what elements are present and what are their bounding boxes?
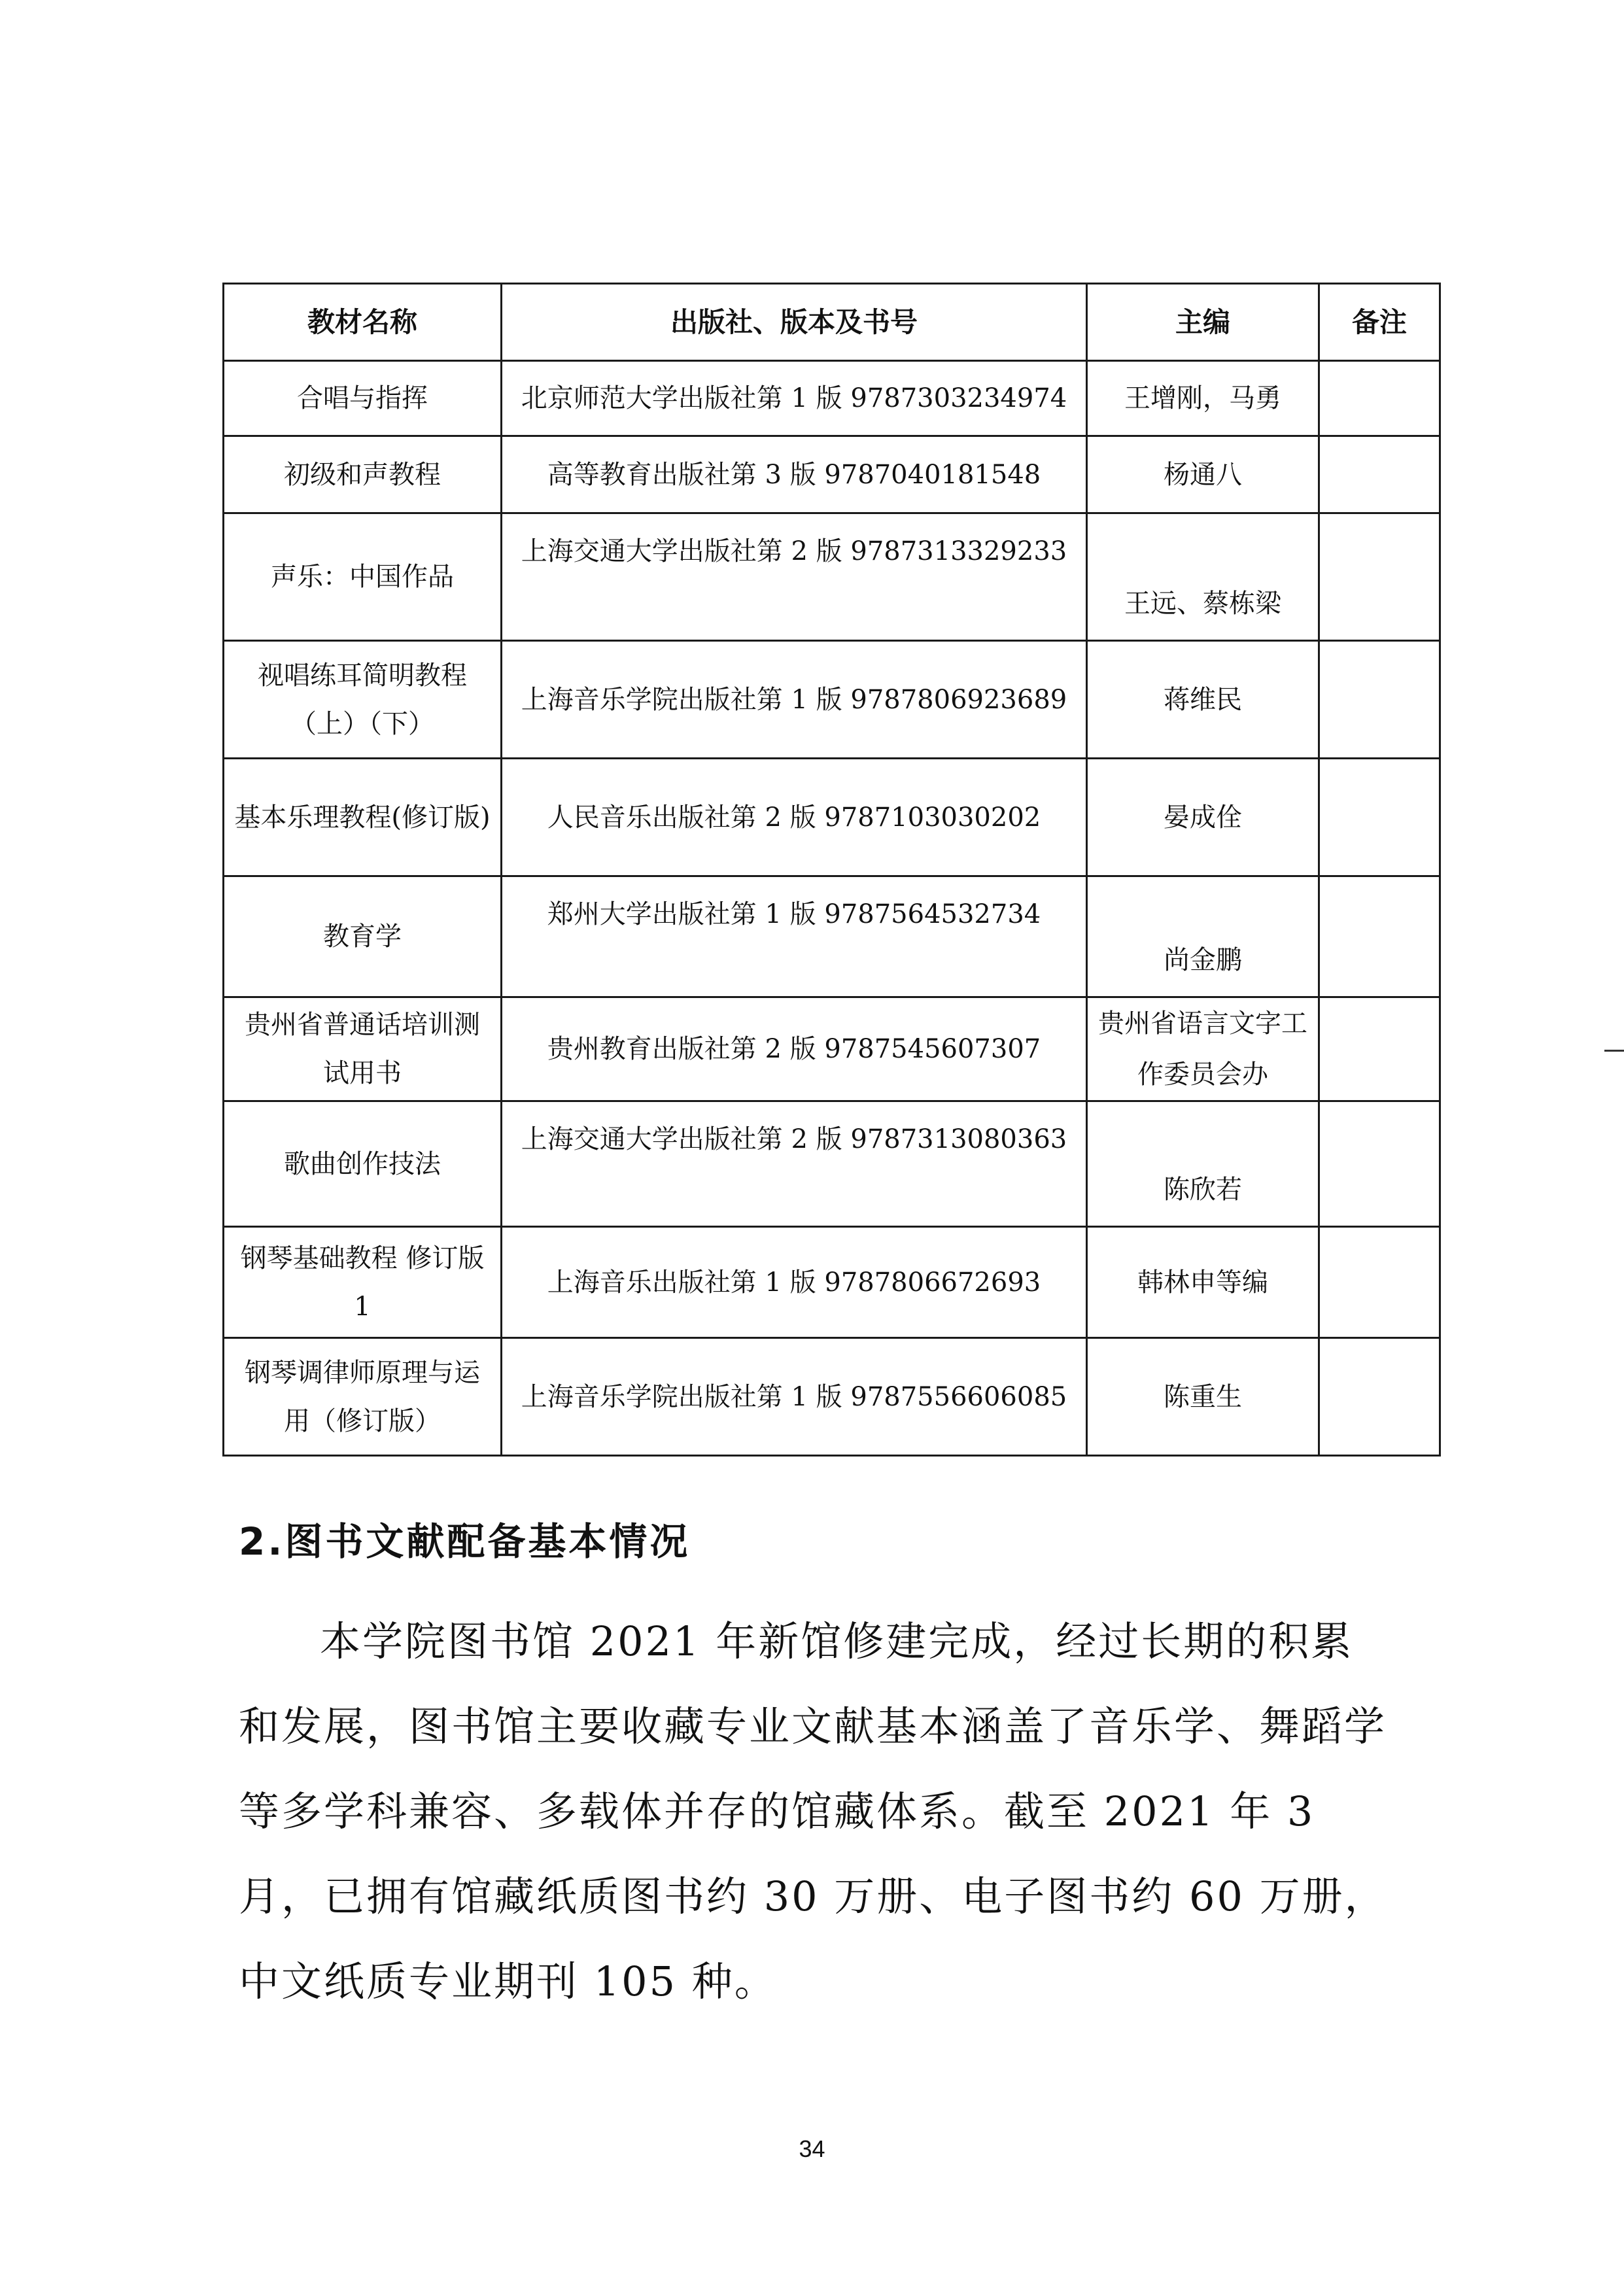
textbook-name-cell: 钢琴调律师原理与运用（修订版） [224, 1338, 502, 1456]
table-row [224, 759, 1440, 876]
header-editor: 主编 [1087, 284, 1319, 361]
notes-cell [1319, 1227, 1440, 1338]
textbook-name-cell: 贵州省普通话培训测试用书 [224, 997, 502, 1101]
textbook-name-cell: 视唱练耳简明教程（上）（下） [224, 641, 502, 759]
section-heading: 2.图书文献配备基本情况 [239, 1519, 691, 1564]
textbook-name-cell: 教育学 [224, 876, 502, 997]
editor-cell: 尚金鹏 [1087, 876, 1319, 997]
notes-cell [1319, 759, 1440, 876]
table-row [224, 997, 1440, 1101]
section-paragraph: 本学院图书馆 2021 年新馆修建完成，经过长期的积累和发展，图书馆主要收藏专业文献基本涵盖了音乐学、舞蹈学等多学科兼容、多载体并存的馆藏体系。截至 2021 年 3 月，已拥有馆藏纸质图书约 30 万册、电子图书约 60 万册，中文纸质专业期刊 105 种。 [239, 1617, 1387, 2005]
notes-cell [1319, 436, 1440, 513]
editor-cell: 王增刚，马勇 [1087, 361, 1319, 436]
table-row [224, 1227, 1440, 1338]
table-row [224, 641, 1440, 759]
table-row [224, 436, 1440, 513]
notes-cell [1319, 513, 1440, 641]
publisher-cell: 人民音乐出版社第 2 版 9787103030202 [502, 759, 1087, 876]
notes-cell [1319, 876, 1440, 997]
margin-mark [1604, 1050, 1624, 1052]
editor-cell: 韩林申等编 [1087, 1227, 1319, 1338]
table-row [224, 361, 1440, 436]
publisher-cell: 上海交通大学出版社第 2 版 9787313080363 [502, 1101, 1087, 1227]
notes-cell [1319, 1338, 1440, 1456]
editor-cell: 贵州省语言文字工作委员会办 [1087, 997, 1319, 1101]
textbook-name-cell: 歌曲创作技法 [224, 1101, 502, 1227]
notes-cell [1319, 641, 1440, 759]
editor-cell: 王远、蔡栋梁 [1087, 513, 1319, 641]
header-publisher: 出版社、版本及书号 [502, 284, 1087, 361]
textbook-name-cell: 声乐：中国作品 [224, 513, 502, 641]
editor-cell: 晏成佺 [1087, 759, 1319, 876]
textbook-name-cell: 初级和声教程 [224, 436, 502, 513]
textbook-name-cell: 钢琴基础教程 修订版 1 [224, 1227, 502, 1338]
table-row [224, 1338, 1440, 1456]
notes-cell [1319, 997, 1440, 1101]
editor-cell: 陈重生 [1087, 1338, 1319, 1456]
editor-cell: 蒋维民 [1087, 641, 1319, 759]
notes-cell [1319, 361, 1440, 436]
editor-cell: 杨通八 [1087, 436, 1319, 513]
publisher-cell: 上海音乐学院出版社第 1 版 9787806923689 [502, 641, 1087, 759]
editor-cell: 陈欣若 [1087, 1101, 1319, 1227]
textbook-name-cell: 基本乐理教程(修订版) [224, 759, 502, 876]
textbook-name-cell: 合唱与指挥 [224, 361, 502, 436]
table-row [224, 1101, 1440, 1227]
publisher-cell: 贵州教育出版社第 2 版 9787545607307 [502, 997, 1087, 1101]
publisher-cell: 北京师范大学出版社第 1 版 9787303234974 [502, 361, 1087, 436]
publisher-cell: 上海交通大学出版社第 2 版 9787313329233 [502, 513, 1087, 641]
page-number: 34 [799, 2135, 825, 2162]
header-notes: 备注 [1319, 284, 1440, 361]
publisher-cell: 上海音乐出版社第 1 版 9787806672693 [502, 1227, 1087, 1338]
publisher-cell: 高等教育出版社第 3 版 9787040181548 [502, 436, 1087, 513]
notes-cell [1319, 1101, 1440, 1227]
table-header-row [224, 284, 1440, 361]
publisher-cell: 上海音乐学院出版社第 1 版 9787556606085 [502, 1338, 1087, 1456]
table-row [224, 876, 1440, 997]
textbook-table [222, 283, 1441, 1457]
publisher-cell: 郑州大学出版社第 1 版 9787564532734 [502, 876, 1087, 997]
table-row [224, 513, 1440, 641]
header-textbook-name: 教材名称 [224, 284, 502, 361]
